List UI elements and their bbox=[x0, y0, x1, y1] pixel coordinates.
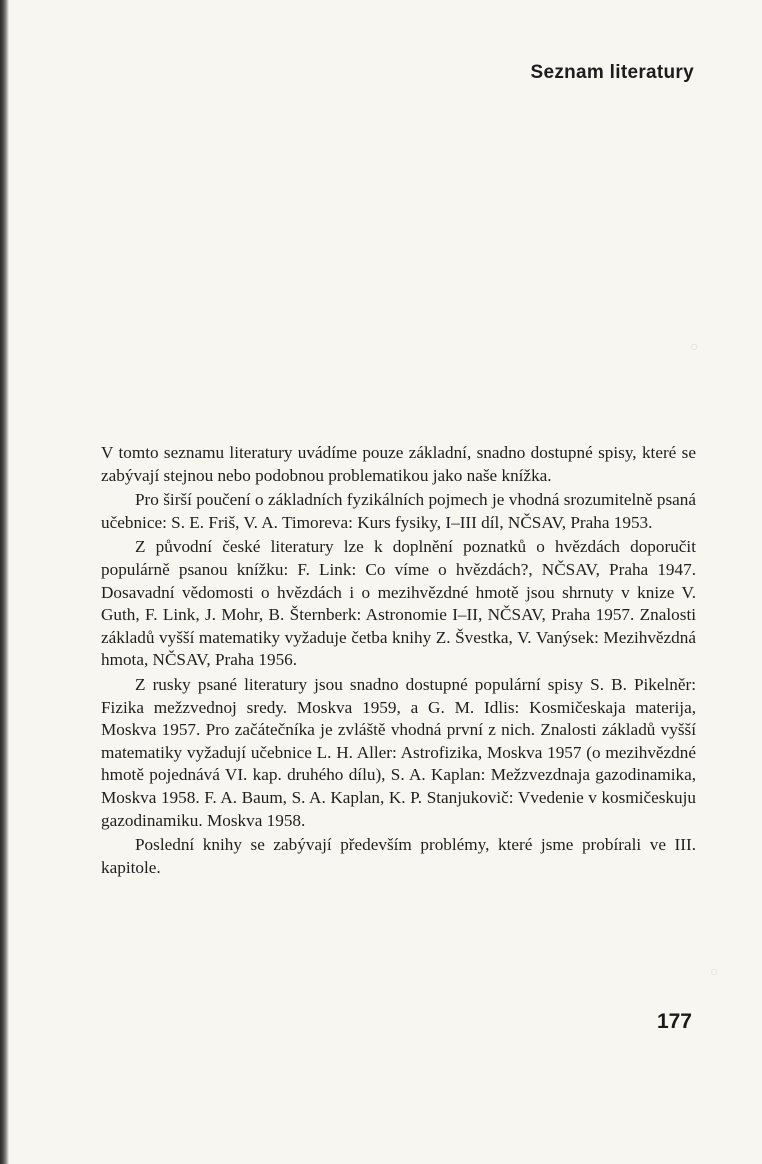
paragraph-closing: Poslední knihy se zabývají především problémy, které jsme probírali ve III. kapitole. bbox=[101, 835, 696, 877]
running-title: Seznam literatury bbox=[530, 62, 694, 83]
show-through-mark: ○ bbox=[690, 340, 699, 355]
paragraph-czech-literature: Z původní české literatury lze k doplnění poznatků o hvězdách doporučit populárně psanou knížku: F. Link: Co víme o hvězdách?, NČSAV, Praha 1947. Dosavadní vědomosti o hvězdách i o mezihvězdné hmotě jsou shrnuty v knize V. Guth, F. Link, J. Mohr, B. Šternberk: Astronomie I–II, NČSAV, Praha 1957. Znalosti základů vyšší matematiky vyžaduje četba knihy Z. Švestka, V. Vanýsek: Mezihvězdná hmota, NČSAV, Praha 1956. bbox=[101, 537, 696, 670]
show-through-mark: ○ bbox=[710, 965, 719, 980]
paragraph-intro: V tomto seznamu literatury uvádíme pouze základní, snadno dostupné spisy, které se zabývají stejnou nebo podobnou problematikou jako naše knížka. bbox=[101, 443, 696, 485]
binding-shadow bbox=[0, 0, 9, 1164]
main-text bbox=[101, 442, 696, 881]
paragraph-russian-literature: Z rusky psané literatury jsou snadno dostupné populární spisy S. B. Pikelněr: Fizika mežzvednoj sredy. Moskva 1959, a G. M. Idlis: Kosmičeskaja materija, Moskva 1957. Pro začátečníka je zvláště vhodná první z nich. Znalosti základů vyšší matematiky vyžadují učebnice L. H. Aller: Astrofizika, Moskva 1957 (o mezihvězdné hmotě pojednává VI. kap. druhého dílu), S. A. Kaplan: Mežzvezdnaja gazodinamika, Moskva 1958. F. A. Baum, S. A. Kaplan, K. P. Stanjukovič: Vvedenie v kosmičeskuju gazodinamiku. Moskva 1958. bbox=[101, 674, 696, 830]
paragraph-physics: Pro širší poučení o základních fyzikálních pojmech je vhodná srozumitelně psaná učebnice: S. E. Friš, V. A. Timoreva: Kurs fysiky, I–III díl, NČSAV, Praha 1953. bbox=[101, 490, 696, 532]
page-number: 177 bbox=[656, 1010, 692, 1033]
